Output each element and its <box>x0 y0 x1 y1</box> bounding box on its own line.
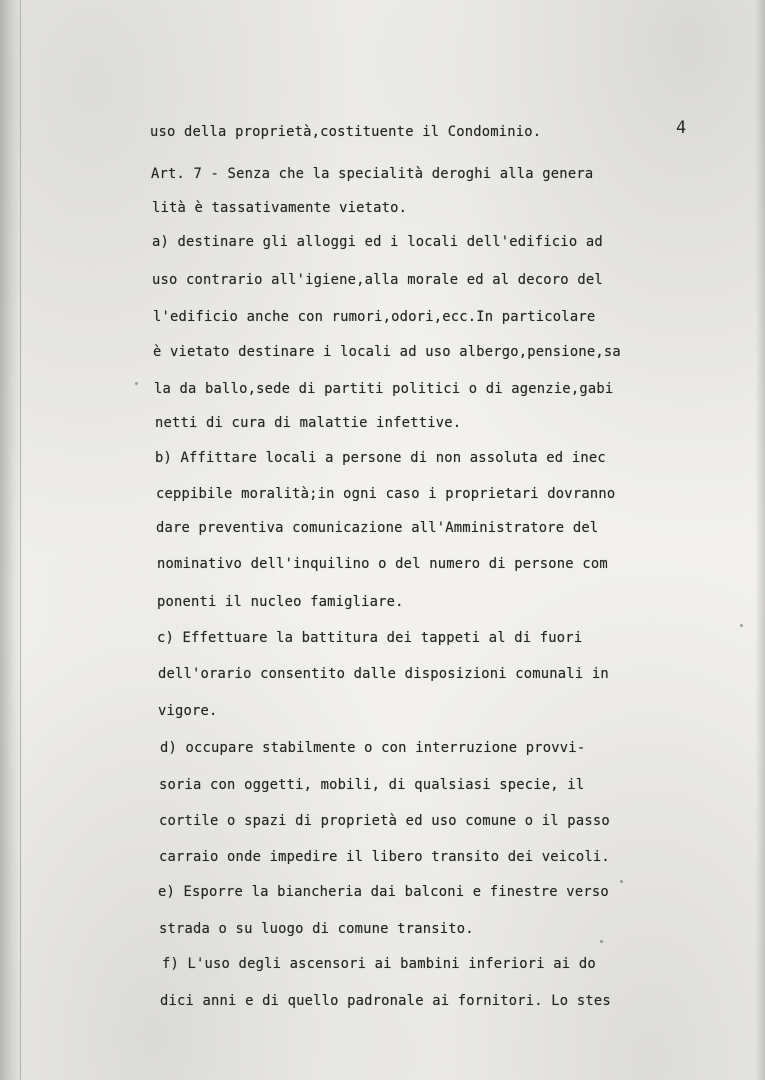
text-line-2: Art. 7 - Senza che la specialità deroghi alla genera <box>151 166 594 182</box>
text-line-17: vigore. <box>158 703 218 719</box>
scan-left-shadow <box>0 0 22 1080</box>
text-line-6: l'edificio anche con rumori,odori,ecc.In particolare <box>153 309 596 325</box>
scan-speck <box>135 382 138 385</box>
scan-left-border <box>20 0 21 1080</box>
text-line-21: carraio onde impedire il libero transito dei veicoli. <box>159 849 610 865</box>
text-line-5: uso contrario all'igiene,alla morale ed al decoro del <box>152 272 603 288</box>
text-line-25: dici anni e di quello padronale ai fornitori. Lo stes <box>160 993 611 1009</box>
text-line-14: ponenti il nucleo famigliare. <box>157 594 404 610</box>
scan-speck <box>620 880 623 883</box>
text-line-9: netti di cura di malattie infettive. <box>155 415 462 431</box>
page-number: 4 <box>676 118 687 138</box>
text-line-4: a) destinare gli alloggi ed i locali dell'edificio ad <box>152 234 603 250</box>
text-line-13: nominativo dell'inquilino o del numero di persone com <box>157 556 608 572</box>
scan-speck <box>600 940 603 943</box>
text-line-18: d) occupare stabilmente o con interruzione provvi- <box>160 740 586 756</box>
text-line-8: la da ballo,sede di partiti politici o di agenzie,gabi <box>154 381 614 397</box>
text-line-11: ceppibile moralità;in ogni caso i proprietari dovranno <box>156 486 616 502</box>
text-line-1: uso della proprietà,costituente il Condominio. <box>150 124 542 140</box>
text-line-19: soria con oggetti, mobili, di qualsiasi specie, il <box>159 777 585 793</box>
text-line-24: f) L'uso degli ascensori ai bambini inferiori ai do <box>162 956 596 972</box>
scan-speck <box>740 624 743 627</box>
text-line-23: strada o su luogo di comune transito. <box>159 921 474 937</box>
text-line-16: dell'orario consentito dalle disposizioni comunali in <box>158 666 609 682</box>
text-line-15: c) Effettuare la battitura dei tappeti al di fuori <box>157 630 583 646</box>
scan-right-shadow <box>755 0 765 1080</box>
text-line-7: è vietato destinare i locali ad uso albergo,pensione,sa <box>153 344 621 360</box>
text-line-20: cortile o spazi di proprietà ed uso comune o il passo <box>159 813 610 829</box>
text-line-10: b) Affittare locali a persone di non assoluta ed inec <box>155 450 606 466</box>
text-line-22: e) Esporre la biancheria dai balconi e finestre verso <box>158 884 609 900</box>
text-line-3: lità è tassativamente vietato. <box>152 200 408 216</box>
text-line-12: dare preventiva comunicazione all'Amministratore del <box>156 520 599 536</box>
